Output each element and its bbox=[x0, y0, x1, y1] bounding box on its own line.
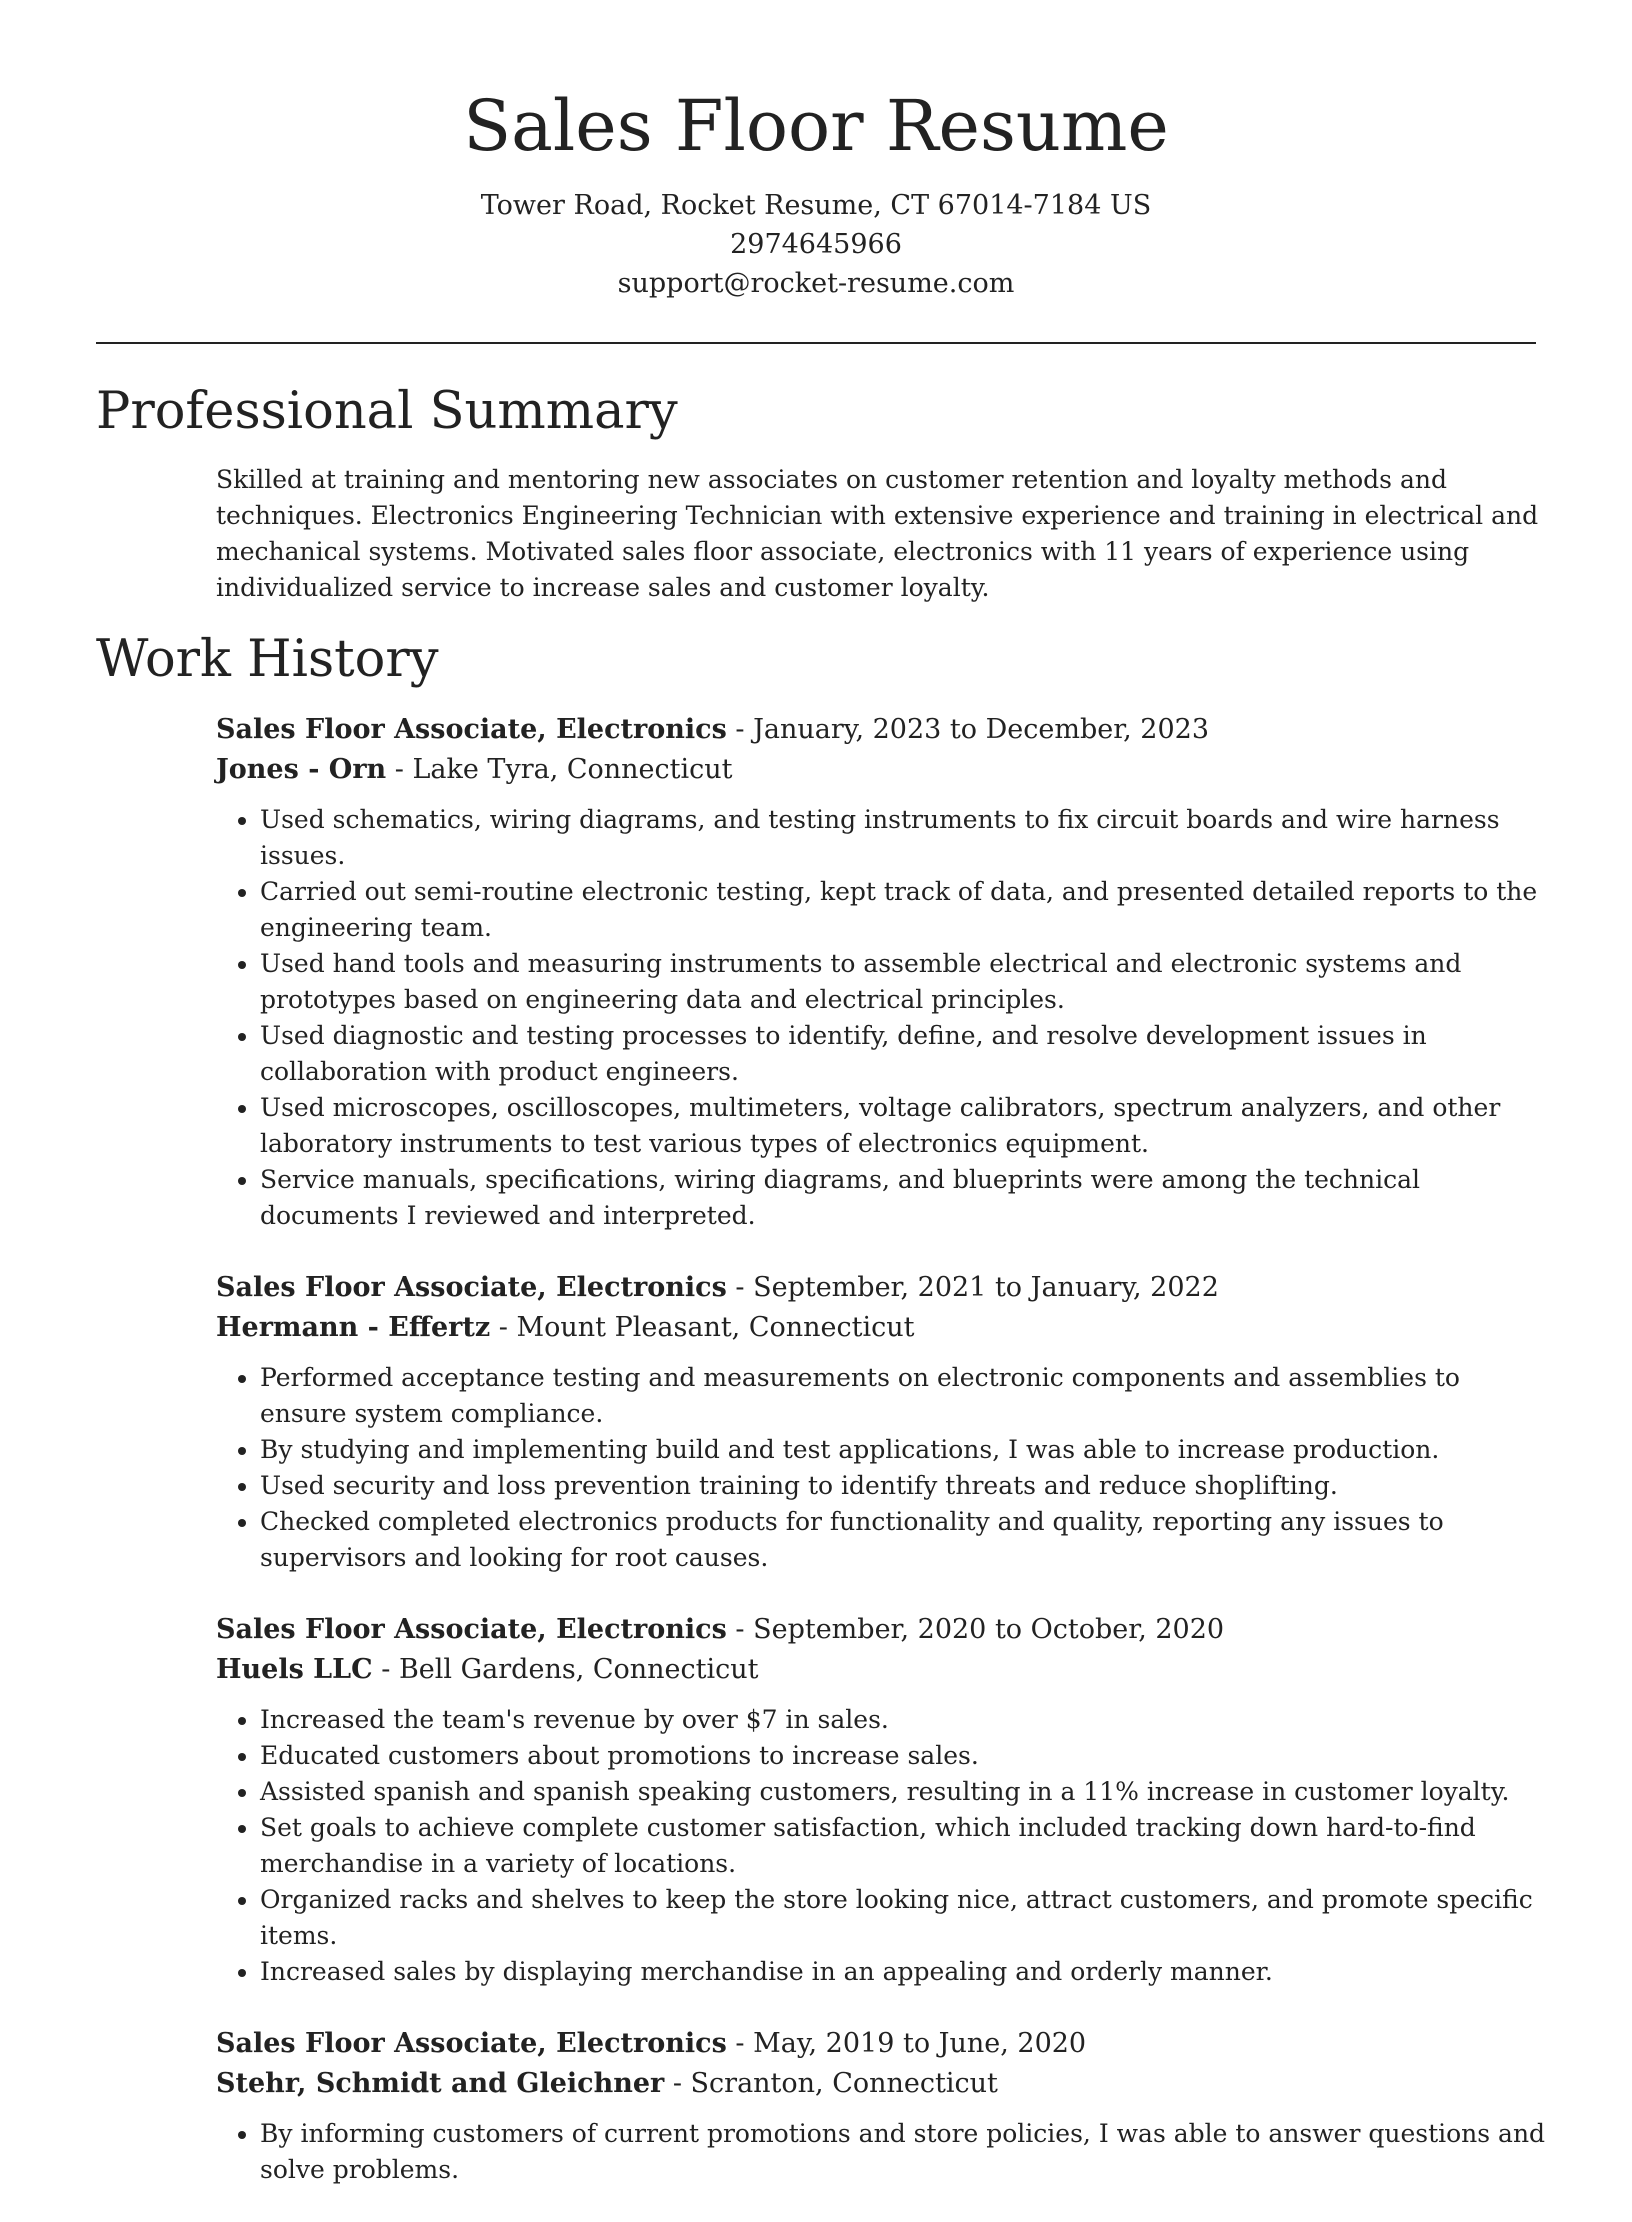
job-title: Sales Floor Associate, Electronics bbox=[216, 1614, 727, 1645]
job-bullets bbox=[216, 1702, 1546, 1990]
job-bullet: • Used security and loss prevention training to identify threats and reduce shoplifting. bbox=[260, 1468, 1546, 1504]
job-bullet: • Used diagnostic and testing processes to identify, define, and resolve development issues in collaboration with product engineers. bbox=[260, 1018, 1546, 1090]
job-dates: May, 2019 to June, 2020 bbox=[753, 2028, 1087, 2059]
job-location: Scranton, Connecticut bbox=[690, 2068, 998, 2099]
summary-heading: Professional Summary bbox=[96, 382, 678, 441]
job-dates: September, 2020 to October, 2020 bbox=[753, 1614, 1225, 1645]
job-title: Sales Floor Associate, Electronics bbox=[216, 1272, 727, 1303]
job-bullet: • Checked completed electronics products for functionality and quality, reporting any issues to supervisors and looking for root causes. bbox=[260, 1504, 1546, 1576]
job-location: Lake Tyra, Connecticut bbox=[412, 754, 733, 785]
job-dates: September, 2021 to January, 2022 bbox=[753, 1272, 1219, 1303]
job-bullet: • Performed acceptance testing and measurements on electronic components and assemblies to ensure system compliance. bbox=[260, 1360, 1546, 1432]
job-company: Jones - Orn bbox=[216, 754, 387, 785]
job-bullets bbox=[216, 1360, 1546, 1576]
job-bullet: • By informing customers of current promotions and store policies, I was able to answer questions and solve problems. bbox=[260, 2116, 1546, 2188]
job-bullet: • Educated customers about promotions to increase sales. bbox=[260, 1738, 1546, 1774]
job-location: Mount Pleasant, Connecticut bbox=[516, 1312, 915, 1343]
contact-email: support@rocket-resume.com bbox=[617, 268, 1015, 299]
work-history-list bbox=[216, 710, 1546, 2222]
job-company: Hermann - Effertz bbox=[216, 1312, 491, 1343]
job-company-line: Hermann - Effertz - Mount Pleasant, Connecticut bbox=[216, 1312, 915, 1343]
job-bullet: • Carried out semi-routine electronic testing, kept track of data, and presented detailed reports to the engineering team. bbox=[260, 874, 1546, 946]
job-bullet: • Used schematics, wiring diagrams, and testing instruments to fix circuit boards and wire harness issues. bbox=[260, 802, 1546, 874]
job-entry bbox=[216, 2024, 1546, 2188]
job-company: Huels LLC bbox=[216, 1654, 373, 1685]
job-title: Sales Floor Associate, Electronics bbox=[216, 2028, 727, 2059]
job-company-line: Huels LLC - Bell Gardens, Connecticut bbox=[216, 1654, 759, 1685]
job-bullet: • Increased sales by displaying merchandise in an appealing and orderly manner. bbox=[260, 1954, 1546, 1990]
job-entry bbox=[216, 1610, 1546, 1990]
contact-block bbox=[0, 186, 1632, 303]
job-dates: January, 2023 to December, 2023 bbox=[753, 714, 1210, 745]
contact-phone: 2974645966 bbox=[730, 229, 902, 260]
job-title: Sales Floor Associate, Electronics bbox=[216, 714, 727, 745]
job-bullet: • Service manuals, specifications, wiring diagrams, and blueprints were among the technical documents I reviewed and interpreted. bbox=[260, 1162, 1546, 1234]
job-bullet: • By studying and implementing build and test applications, I was able to increase production. bbox=[260, 1432, 1546, 1468]
job-bullet: • Organized racks and shelves to keep the store looking nice, attract customers, and promote specific items. bbox=[260, 1882, 1546, 1954]
job-bullet: • Assisted spanish and spanish speaking customers, resulting in a 11% increase in customer loyalty. bbox=[260, 1774, 1546, 1810]
job-title-line: Sales Floor Associate, Electronics - September, 2021 to January, 2022 bbox=[216, 1272, 1219, 1303]
job-company-line: Jones - Orn - Lake Tyra, Connecticut bbox=[216, 754, 733, 785]
job-bullet: • Set goals to achieve complete customer satisfaction, which included tracking down hard-to-find merchandise in a variety of locations. bbox=[260, 1810, 1546, 1882]
job-entry bbox=[216, 1268, 1546, 1576]
job-title-line: Sales Floor Associate, Electronics - May, 2019 to June, 2020 bbox=[216, 2028, 1087, 2059]
contact-address: Tower Road, Rocket Resume, CT 67014-7184 US bbox=[480, 190, 1152, 221]
job-company-line: Stehr, Schmidt and Gleichner - Scranton, Connecticut bbox=[216, 2068, 998, 2099]
resume-header bbox=[0, 78, 1632, 303]
job-bullet: • Increased the team's revenue by over $7 in sales. bbox=[260, 1702, 1546, 1738]
resume-name: Sales Floor Resume bbox=[463, 85, 1169, 167]
summary-text: Skilled at training and mentoring new associates on customer retention and loyalty methods and techniques. Electronics Engineering Technician with extensive experience and training in electrical and mechanical systems. Motivated sales floor associate, electronics with 11 years of experience using individualized service to increase sales and customer loyalty. bbox=[216, 465, 1539, 602]
job-company: Stehr, Schmidt and Gleichner bbox=[216, 2068, 665, 2099]
header-divider bbox=[96, 342, 1536, 344]
job-bullet: • Used microscopes, oscilloscopes, multimeters, voltage calibrators, spectrum analyzers, and other laboratory instruments to test various types of electronics equipment. bbox=[260, 1090, 1546, 1162]
job-bullets bbox=[216, 2116, 1546, 2188]
job-location: Bell Gardens, Connecticut bbox=[398, 1654, 759, 1685]
job-entry bbox=[216, 710, 1546, 1234]
work-history-heading: Work History bbox=[96, 630, 439, 689]
job-bullet: • Used hand tools and measuring instruments to assemble electrical and electronic systems and prototypes based on engineering data and electrical principles. bbox=[260, 946, 1546, 1018]
job-bullets bbox=[216, 802, 1546, 1234]
job-title-line: Sales Floor Associate, Electronics - September, 2020 to October, 2020 bbox=[216, 1614, 1225, 1645]
job-title-line: Sales Floor Associate, Electronics - January, 2023 to December, 2023 bbox=[216, 714, 1210, 745]
